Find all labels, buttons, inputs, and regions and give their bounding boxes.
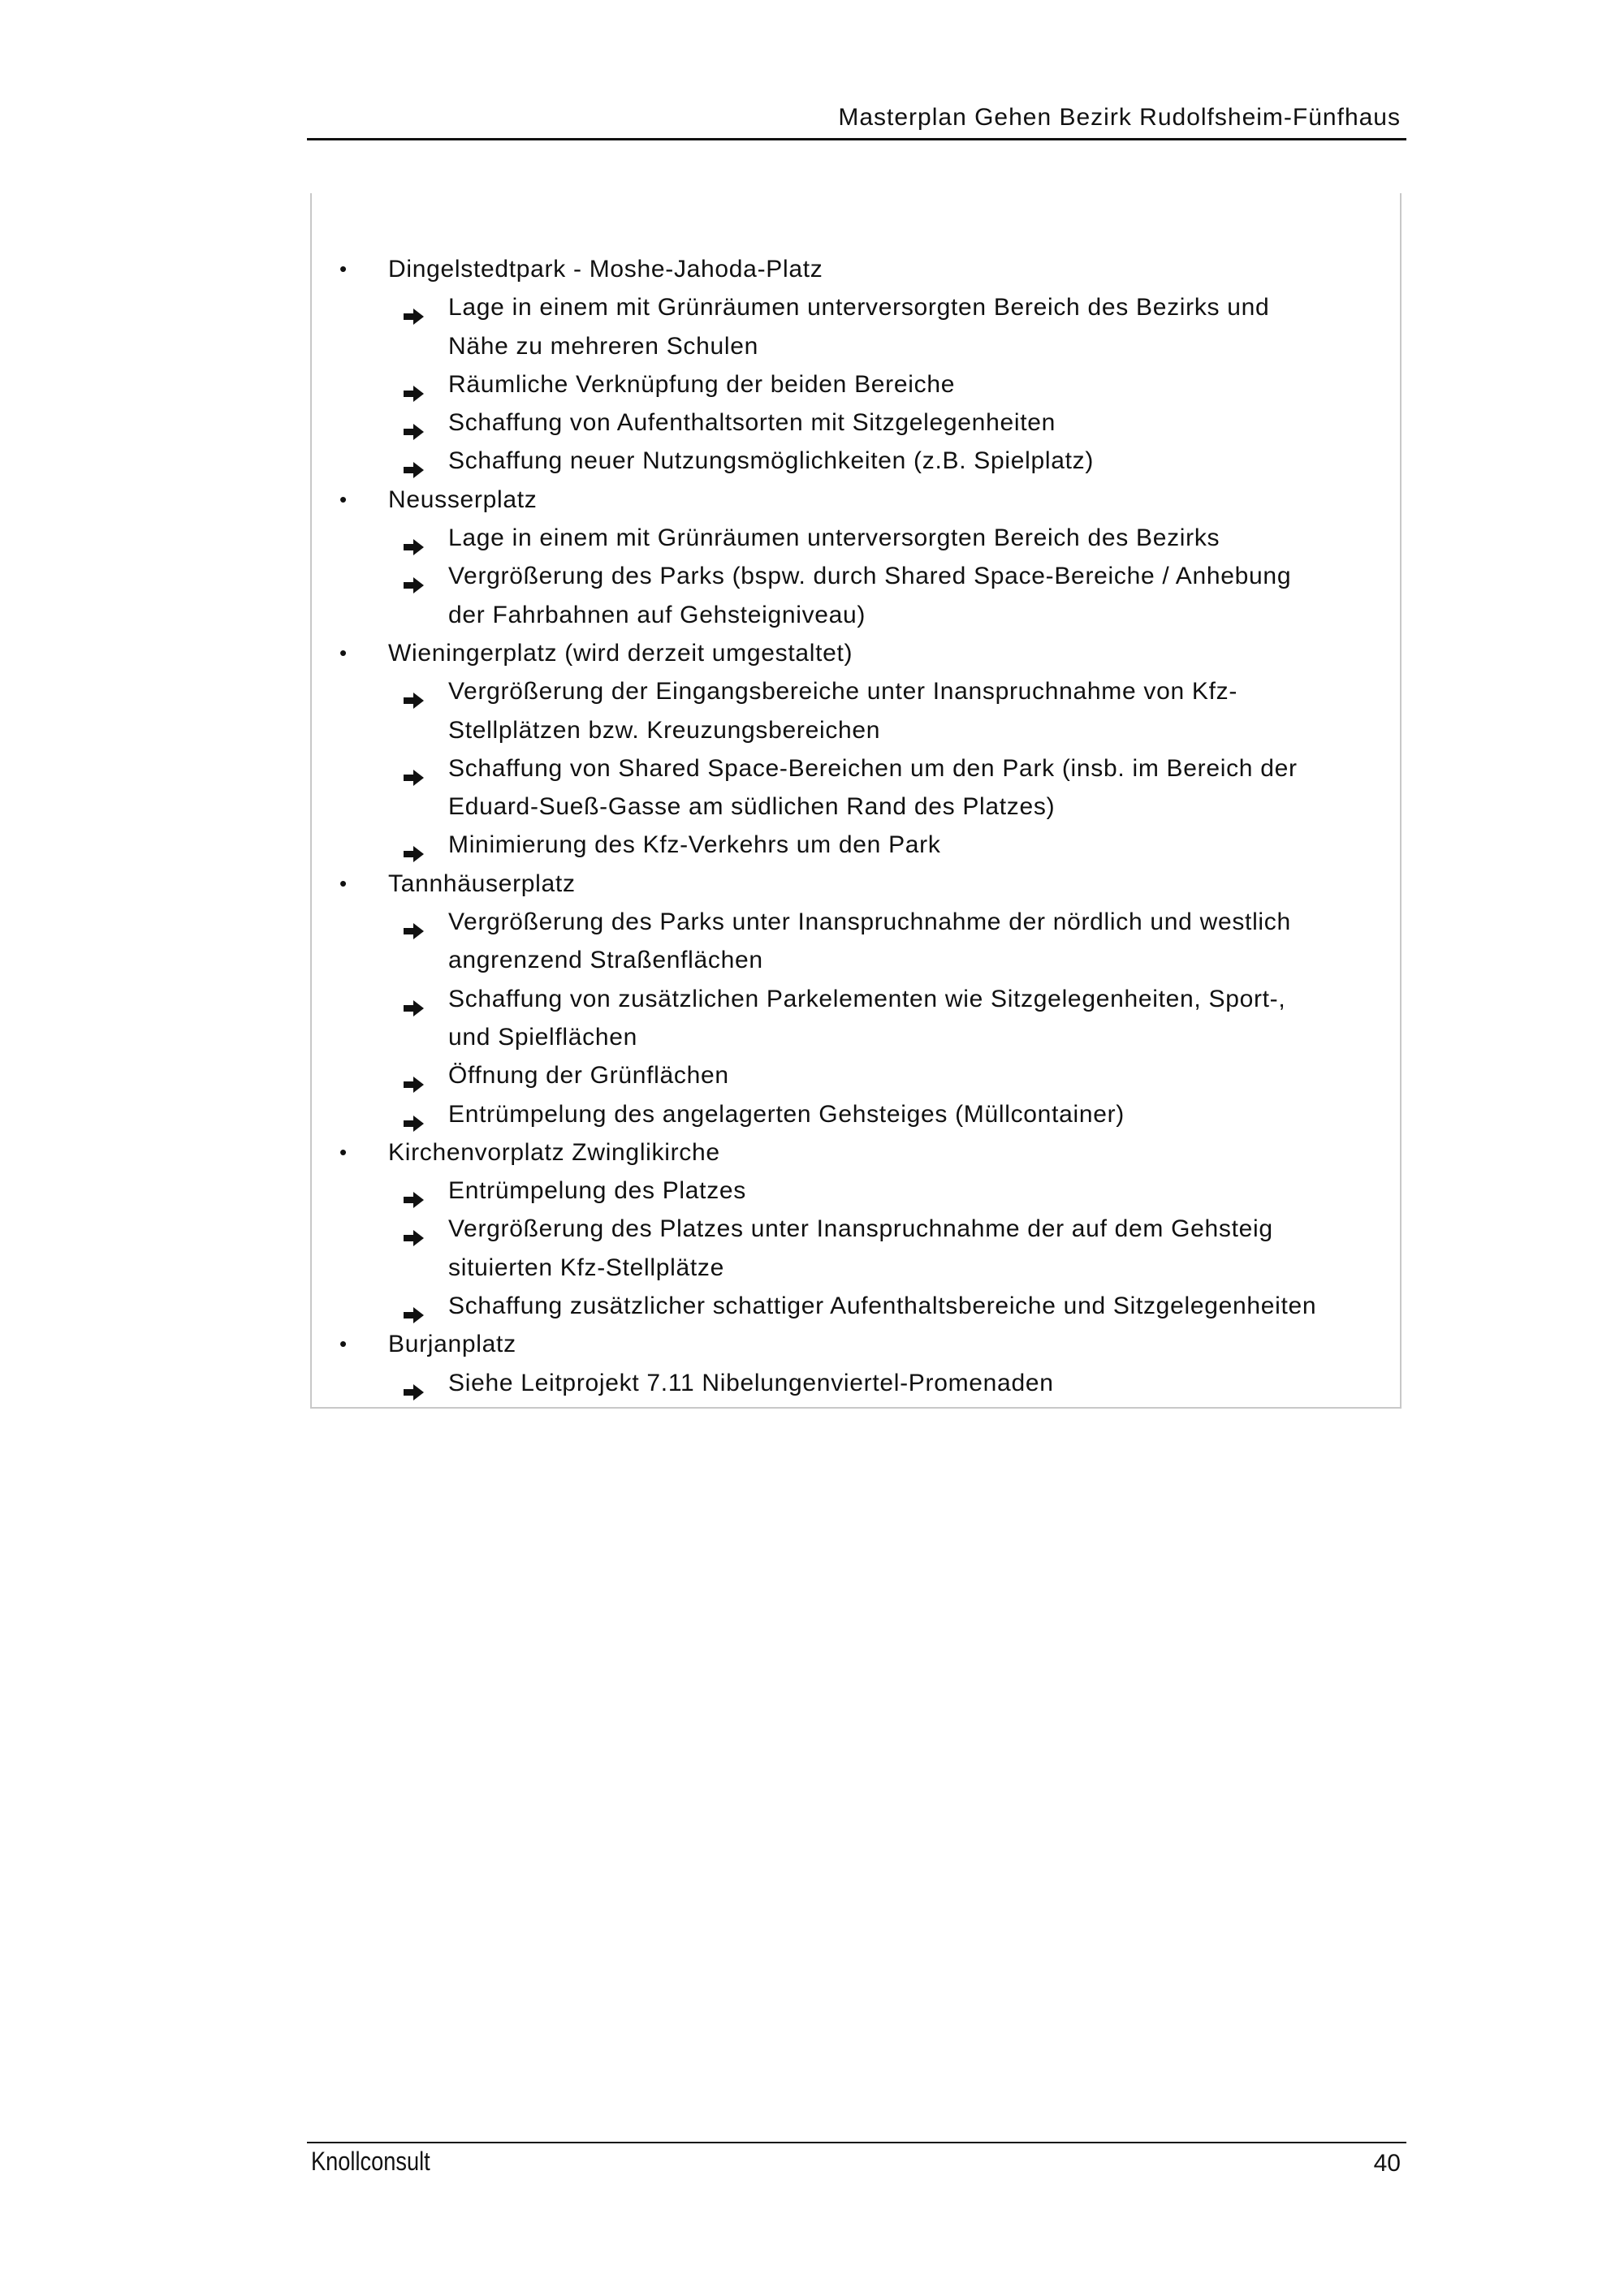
arrow-right-icon xyxy=(402,1375,425,1392)
sub-item-line: Siehe Leitprojekt 7.11 Nibelungenviertel-Promenaden xyxy=(448,1369,1054,1396)
bullet-icon: • xyxy=(339,486,348,511)
bullet-icon: • xyxy=(339,257,348,281)
sub-list-item xyxy=(339,442,1387,480)
arrow-right-icon xyxy=(402,1182,425,1200)
sub-list-item xyxy=(339,1095,1387,1133)
sub-item-line: Entrümpelung des Platzes xyxy=(448,1177,747,1205)
footer-company: Knollconsult xyxy=(311,2147,430,2176)
arrow-right-icon xyxy=(402,452,425,470)
arrow-right-icon xyxy=(402,1067,425,1085)
sub-item-line: situierten Kfz-Stellplätze xyxy=(448,1254,725,1281)
sub-item-line: Schaffung von zusätzlichen Parkelementen wie Sitzgelegenheiten, Sport-, xyxy=(448,985,1286,1012)
sub-item-line: der Fahrbahnen auf Gehsteigniveau) xyxy=(448,601,866,628)
list-item xyxy=(339,250,1387,288)
sub-item-line: Schaffung neuer Nutzungsmöglichkeiten (z.B. Spielplatz) xyxy=(448,447,1095,475)
arrow-right-icon xyxy=(402,529,425,547)
section-title: Wieningerplatz (wird derzeit umgestaltet) xyxy=(388,639,853,667)
sub-list-item xyxy=(339,404,1387,442)
sub-list-item xyxy=(339,672,1387,749)
arrow-right-icon xyxy=(402,1106,425,1124)
bullet-icon: • xyxy=(339,1331,348,1357)
sub-list-item xyxy=(339,1172,1387,1210)
sub-item-line: und Spielflächen xyxy=(448,1023,638,1051)
sub-list-item xyxy=(339,365,1387,404)
sub-list-item xyxy=(339,1364,1387,1402)
arrow-right-icon xyxy=(402,990,425,1008)
header-rule xyxy=(307,138,1406,140)
sub-item-line: Vergrößerung des Platzes unter Inanspruchnahme der auf dem Gehsteig xyxy=(448,1215,1273,1243)
sub-list-item xyxy=(339,980,1387,1057)
sub-list-item xyxy=(339,288,1387,365)
list-item xyxy=(339,634,1387,672)
sub-item-line: Schaffung von Shared Space-Bereichen um den Park (insb. im Bereich der xyxy=(448,754,1298,782)
bullet-icon: • xyxy=(339,1139,348,1164)
arrow-right-icon xyxy=(402,1220,425,1238)
sub-list-item xyxy=(339,1056,1387,1094)
sub-list-item xyxy=(339,903,1387,980)
footer-rule xyxy=(307,2142,1406,2143)
sub-list-item xyxy=(339,519,1387,557)
sub-item-line: Vergrößerung des Parks (bspw. durch Shared Space-Bereiche / Anhebung xyxy=(448,563,1292,590)
section-title: Burjanplatz xyxy=(388,1331,516,1358)
sub-list-item xyxy=(339,1210,1387,1287)
arrow-right-icon xyxy=(402,683,425,701)
sub-item-line: Schaffung von Aufenthaltsorten mit Sitzgelegenheiten xyxy=(448,409,1056,437)
page-header-title: Masterplan Gehen Bezirk Rudolfsheim-Fünfhaus xyxy=(838,104,1401,131)
sub-item-line: Vergrößerung der Eingangsbereiche unter Inanspruchnahme von Kfz- xyxy=(448,678,1238,706)
page-number: 40 xyxy=(1373,2150,1401,2177)
bullet-icon: • xyxy=(339,870,348,896)
arrow-right-icon xyxy=(402,414,425,432)
section-title: Tannhäuserplatz xyxy=(388,870,576,897)
list-item xyxy=(339,1133,1387,1172)
sub-item-line: angrenzend Straßenflächen xyxy=(448,947,763,974)
list-item xyxy=(339,1325,1387,1363)
arrow-right-icon xyxy=(402,1297,425,1315)
sub-item-line: Stellplätzen bzw. Kreuzungsbereichen xyxy=(448,716,881,744)
sub-item-line: Räumliche Verknüpfung der beiden Bereiche xyxy=(448,370,956,398)
section-title: Neusserplatz xyxy=(388,486,538,513)
section-title: Dingelstedtpark - Moshe-Jahoda-Platz xyxy=(388,256,823,283)
sub-item-line: Eduard-Sueß-Gasse am südlichen Rand des Platzes) xyxy=(448,793,1056,821)
arrow-right-icon xyxy=(402,376,425,394)
measures-list xyxy=(339,250,1387,1402)
sub-list-item xyxy=(339,826,1387,864)
sub-item-line: Minimierung des Kfz-Verkehrs um den Park xyxy=(448,831,941,859)
bullet-icon: • xyxy=(339,640,348,665)
arrow-right-icon xyxy=(402,299,425,317)
list-item xyxy=(339,865,1387,903)
arrow-right-icon xyxy=(402,913,425,931)
sub-list-item xyxy=(339,1287,1387,1325)
sub-item-line: Vergrößerung des Parks unter Inanspruchnahme der nördlich und westlich xyxy=(448,908,1291,936)
sub-list-item xyxy=(339,749,1387,826)
section-title: Kirchenvorplatz Zwinglikirche xyxy=(388,1138,720,1166)
sub-list-item xyxy=(339,557,1387,634)
sub-item-line: Nähe zu mehreren Schulen xyxy=(448,332,759,360)
list-item xyxy=(339,481,1387,519)
sub-item-line: Entrümpelung des angelagerten Gehsteiges (Müllcontainer) xyxy=(448,1100,1125,1128)
arrow-right-icon xyxy=(402,568,425,585)
arrow-right-icon xyxy=(402,760,425,778)
sub-item-line: Öffnung der Grünflächen xyxy=(448,1062,729,1090)
arrow-right-icon xyxy=(402,836,425,854)
sub-item-line: Lage in einem mit Grünräumen unterversorgten Bereich des Bezirks und xyxy=(448,294,1270,322)
sub-item-line: Lage in einem mit Grünräumen unterversorgten Bereich des Bezirks xyxy=(448,524,1220,552)
sub-item-line: Schaffung zusätzlicher schattiger Aufenthaltsbereiche und Sitzgelegenheiten xyxy=(448,1293,1317,1320)
